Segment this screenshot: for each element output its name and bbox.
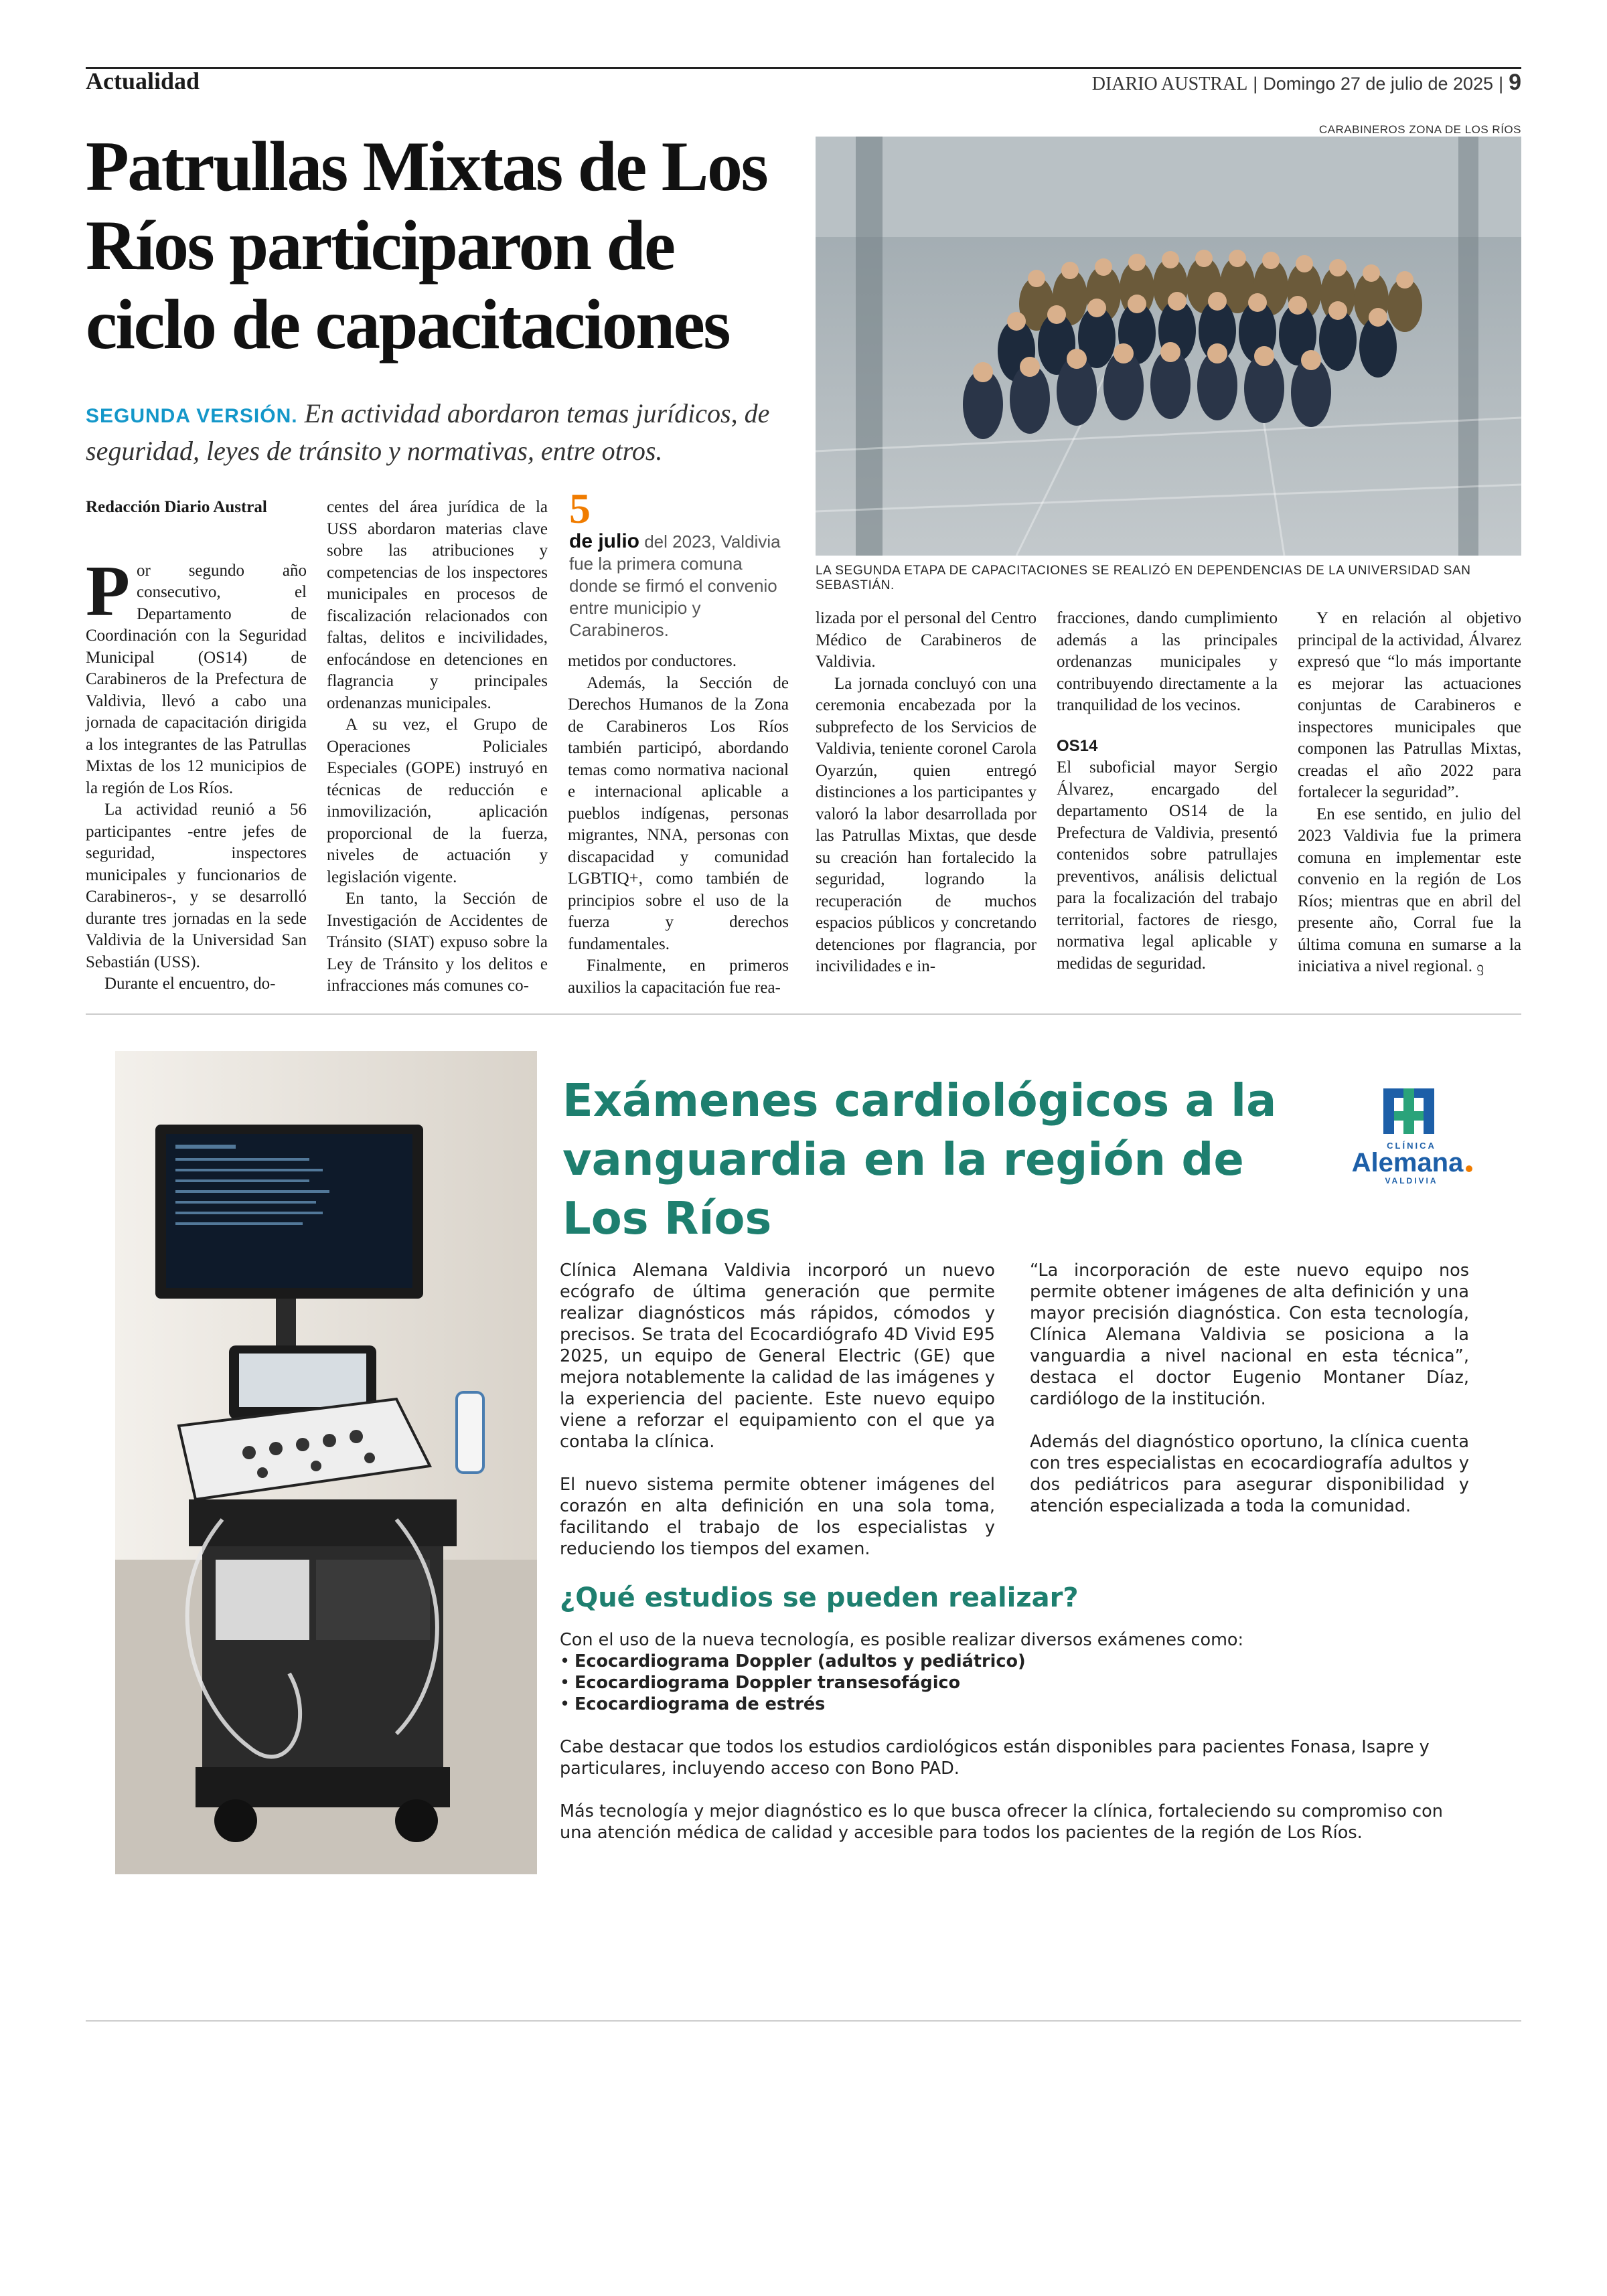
pull-text: del 2023, Valdivia fue la primera comuna donde se firmó el convenio entre municipio y Carabineros.: [569, 531, 781, 640]
article-paragraph: [86, 551, 307, 800]
article-paragraph: La actividad reunió a 56 participantes -entre jefes de seguridad, inspectores municipales y funcionarios de Carabineros-, y se desarrolló durante tres jornadas en la sede Valdivia de la Universidad San Sebastián (USS).: [86, 801, 307, 971]
logo-name-text: Alemana: [1351, 1148, 1464, 1177]
logo-top-text: CLÍNICA: [1387, 1141, 1436, 1151]
pull-quote: [569, 487, 790, 641]
deck-kicker: SEGUNDA VERSIÓN.: [86, 405, 298, 427]
article-column-5: [1057, 608, 1278, 975]
ad-paragraph: Más tecnología y mejor diagnóstico es lo que busca ofrecer la clínica, fortaleciendo su compromiso con una atención médica de calidad y accesible para todos los pacientes de la región de Los Ríos.: [560, 1801, 1443, 1843]
ad-paragraph: El nuevo sistema permite obtener imágenes del corazón en alta definición en una sola toma, facilitando el trabajo de los especialistas y reduciendo los tiempos del examen.: [560, 1475, 995, 1559]
end-mark-icon: ᦋ: [1476, 960, 1484, 975]
pull-text-wrap: [569, 531, 781, 640]
group-photo-illustration: [816, 137, 1521, 556]
pull-number: 5: [569, 485, 591, 532]
ad-paragraph: Además del diagnóstico oportuno, la clínica cuenta con tres especialistas en ecocardiografía adultos y dos pediátricos para asegurar disponibilidad y atención especializada a toda la comunidad.: [1030, 1432, 1469, 1516]
article-paragraph: metidos por conductores.: [568, 652, 737, 670]
logo-sub-text: VALDIVIA: [1385, 1176, 1438, 1185]
article-deck: [86, 396, 802, 469]
byline: Redacción Diario Austral: [86, 498, 267, 516]
top-rule: [86, 67, 1521, 69]
ad-intro: Con el uso de la nueva tecnología, es posible realizar diversos exámenes como:: [560, 1630, 1244, 1650]
article-subhead: OS14: [1057, 736, 1098, 755]
section-label: Actualidad: [86, 68, 200, 94]
pull-lead: de julio: [569, 530, 639, 552]
photo-credit: CARABINEROS ZONA DE LOS RÍOS: [1318, 123, 1521, 136]
ad-body: [560, 1629, 1470, 1865]
paragraph-text: or segundo año consecutivo, el Departamento de Coordinación con la Seguridad Municipal (OS14) de Carabineros de la Prefectura de Valdivia, llevó a cabo una jornada de capacitación dirigida a los integrantes de las Patrullas Mixtas de los 12 municipios de la región de Los Ríos.: [86, 561, 307, 797]
deck-text: En actividad abordaron temas jurídicos, de seguridad, leyes de tránsito y normativas, entre otros.: [86, 398, 770, 466]
photo-caption: LA SEGUNDA ETAPA DE CAPACITACIONES SE REALIZÓ EN DEPENDENCIAS DE LA UNIVERSIDAD SAN SEBASTIÁN.: [816, 564, 1471, 592]
ad-subhead: ¿Qué estudios se pueden realizar?: [560, 1582, 1079, 1613]
article-paragraph: [1298, 804, 1521, 979]
article-paragraph: fracciones, dando cumplimiento además a las principales ordenanzas municipales y contribuyendo directamente a la tranquilidad de los vecinos.: [1057, 609, 1278, 714]
article-column-1: [86, 497, 307, 995]
clinica-alemana-logo-icon: [1332, 1084, 1486, 1205]
article-paragraph: En tanto, la Sección de Investigación de Accidentes de Tránsito (SIAT) expuso sobre la Ley de Tránsito y los delitos e infracciones más comunes co-: [327, 890, 548, 995]
ad-headline: Exámenes cardiológicos a la vanguardia en la región de Los Ríos: [562, 1074, 1277, 1244]
page-number: 9: [1509, 70, 1521, 95]
masthead: [1092, 70, 1521, 96]
article-paragraph: lizada por el personal del Centro Médico de Carabineros de Valdivia.: [816, 609, 1037, 671]
ultrasound-photo: [115, 1051, 537, 1874]
section-divider: [86, 1013, 1521, 1015]
paragraph-text: En ese sentido, en julio del 2023 Valdivia fue la primera comuna en implementar este convenio en la región de Los Ríos; mientras que en abril del presente año, Corral fue la última comuna en sumarse a la iniciativa a nivel regional.: [1298, 805, 1521, 975]
clinic-logo: [1332, 1084, 1486, 1205]
article-paragraph: Además, la Sección de Derechos Humanos de la Zona de Carabineros Los Ríos también participó, abordando temas como normativa nacional e internacional aplicable a pueblos indígenas, personas migrantes, NNA, personas con discapacidad y comunidad LGBTIQ+, como también de principios sobre el uso de la fuerza y derechos fundamentales.: [568, 673, 789, 953]
article-paragraph: El suboficial mayor Sergio Álvarez, encargado del departamento OS14 de la Prefectura de Valdivia, presentó contenidos sobre patrullajes preventivos, análisis delictual para la focalización del trabajo territorial, factores de riesgo, normativa legal aplicable y medidas de seguridad.: [1057, 758, 1278, 973]
article-paragraph: Durante el encuentro, do-: [104, 975, 276, 993]
masthead-sep: |: [1499, 74, 1504, 94]
article-column-4: [816, 608, 1037, 978]
article-paragraph: Y en relación al objetivo principal de la actividad, Álvarez expresó que “lo más importante es mejorar las actuaciones conjuntas de Carabineros e inspectores municipales que componen las Patrullas Mixtas, creadas el año 2022 para fortalecer la seguridad”.: [1298, 609, 1521, 801]
issue-date: Domingo 27 de julio de 2025: [1263, 74, 1494, 94]
article-column-6: [1298, 608, 1521, 979]
ad-paragraph: Cabe destacar que todos los estudios cardiológicos están disponibles para pacientes Fonasa, Isapre y particulares, incluyendo acceso con Bono PAD.: [560, 1737, 1430, 1779]
exam-list: [560, 1651, 1470, 1715]
bottom-divider: [86, 2020, 1521, 2022]
ad-column-left: [560, 1260, 995, 1581]
ad-paragraph: Clínica Alemana Valdivia incorporó un nuevo ecógrafo de última generación que permite realizar diagnósticos más rápidos, cómodos y precisos. Se trata del Ecocardiógrafo 4D Vivid E95 2025, un equipo de General Electric (GE) que mejora notablemente la calidad de las imágenes y la experiencia del paciente. Este nuevo equipo viene a reforzar el equipamiento con el que ya contaba la clínica.: [560, 1260, 995, 1452]
article-paragraph: A su vez, el Grupo de Operaciones Policiales Especiales (GOPE) instruyó en técnicas de reducción e inmovilización, aplicación proporcional de la fuerza, niveles de actuación y legislación vigente.: [327, 716, 548, 886]
ad-paragraph: “La incorporación de este nuevo equipo nos permite obtener imágenes de alta definición y una mayor precisión diagnóstica. Con esta tecnología, Clínica Alemana Valdivia se posiciona a la vanguardia a nivel nacional en esta técnica”, destaca el doctor Eugenio Montaner Díaz, cardiólogo de la institución.: [1030, 1260, 1469, 1409]
exam-list-item: • Ecocardiograma Doppler (adultos y pediátrico): [560, 1651, 1470, 1672]
ad-column-right: [1030, 1260, 1469, 1538]
drop-cap: P: [86, 551, 130, 631]
exam-list-item: • Ecocardiograma Doppler transesofágico: [560, 1672, 1470, 1694]
article-paragraph: Finalmente, en primeros auxilios la capacitación fue rea-: [568, 957, 789, 997]
paper-name: DIARIO AUSTRAL: [1091, 74, 1248, 94]
article-paragraph: centes del área jurídica de la USS abordaron materias clave sobre las atribuciones y competencias de los inspectores municipales en procesos de fiscalización relacionados con faltas, delitos e incivilidades, enfocándose en detenciones en flagrancia y principales ordenanzas municipales.: [327, 498, 548, 712]
ultrasound-machine-illustration: [115, 1051, 537, 1874]
article-column-2: [327, 497, 548, 997]
group-photo: [816, 137, 1521, 556]
article-column-3: [568, 651, 789, 999]
exam-list-item: • Ecocardiograma de estrés: [560, 1694, 1470, 1715]
article-paragraph: La jornada concluyó con una ceremonia encabezada por la subprefecto de los Servicios de Valdivia, teniente coronel Carola Oyarzún, quien entregó distinciones a los participantes y valoró la labor desarrollada por las Patrullas Mixtas, que desde su creación han fortalecido la seguridad, logrando la recuperación de muchos espacios públicos y concretando detenciones por flagrancia, por incivilidades e in-: [816, 674, 1037, 975]
article-headline: Patrullas Mixtas de Los Ríos participaron de ciclo de capacitaciones: [86, 127, 767, 363]
masthead-sep: |: [1253, 74, 1258, 94]
